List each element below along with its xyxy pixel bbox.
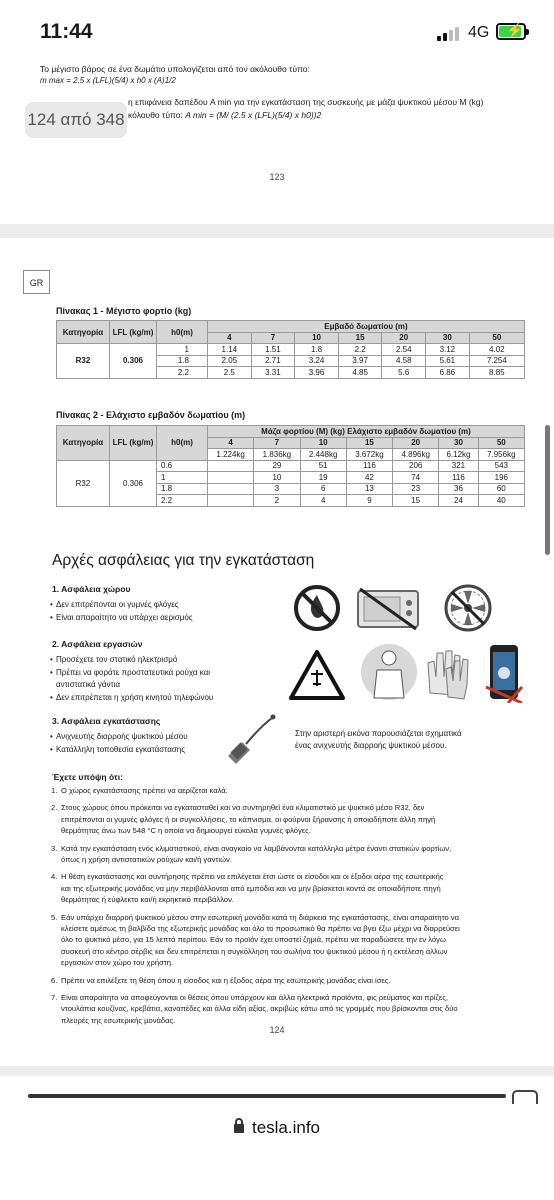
- value-cell: 2.2: [338, 344, 382, 356]
- table2-title: Πίνακας 2 - Ελάχιστο εμβαδόν δωματίου (m): [56, 410, 246, 420]
- value-cell: 9: [346, 495, 392, 507]
- value-cell: 3.24: [295, 355, 339, 367]
- note-number: 3.: [51, 843, 58, 853]
- value-cell: [208, 483, 254, 495]
- col-header: Κατηγορία: [57, 321, 110, 344]
- value-cell: 7.254: [469, 355, 524, 367]
- document-page-123: [0, 64, 554, 224]
- value-cell: 116: [439, 472, 478, 484]
- value-cell: 19: [300, 472, 346, 484]
- page-load-progress: [28, 1094, 506, 1098]
- text-line: Το μέγιστο βάρος σε ένα δωμάτιο υπολογίζεται από τον ακόλουθο τύπο:: [40, 64, 310, 74]
- value-cell: 3.31: [251, 367, 295, 379]
- note-number: 2.: [51, 803, 58, 813]
- value-cell: 4.85: [338, 367, 382, 379]
- value-cell: 2.5: [208, 367, 252, 379]
- col-header: 4: [208, 332, 252, 344]
- value-cell: 3.97: [338, 355, 382, 367]
- value-cell: 74: [393, 472, 439, 484]
- col-header: 50: [469, 332, 524, 344]
- bullet-item: • Προσέχετε τον στατικό ηλεκτρισμό: [56, 655, 177, 664]
- note-item: [51, 912, 523, 969]
- no-oven-icon: [352, 583, 424, 633]
- notes-heading: Έχετε υπόψη ότι:: [52, 772, 123, 782]
- value-cell: 42: [346, 472, 392, 484]
- note-line: Στους χώρους όπου πρόκειται να εγκατασταθεί και να συντηρηθεί ένα κλιματιστικό με ψυκτικό μέσο R32, δεν: [61, 803, 425, 813]
- col-group-header: Μάζα φορτίου (M) (kg) Ελάχιστο εμβαδόν δωματίου (m): [208, 426, 525, 438]
- mass-cell: 6.12kg: [439, 449, 478, 461]
- value-cell: 5.61: [426, 355, 470, 367]
- col-header: Κατηγορία: [57, 426, 110, 461]
- col-header: 7: [254, 437, 300, 449]
- scrollbar-thumb[interactable]: [545, 425, 550, 555]
- note-item: [51, 871, 523, 905]
- table-row: [57, 344, 525, 356]
- network-type: 4G: [468, 24, 490, 41]
- mass-cell: 1.836kg: [254, 449, 300, 461]
- col-header: 30: [439, 437, 478, 449]
- value-cell: 321: [439, 460, 478, 472]
- value-cell: 5.6: [382, 367, 426, 379]
- value-cell: 24: [439, 495, 478, 507]
- col-header: 50: [478, 437, 524, 449]
- h0-cell: 2.2: [157, 367, 208, 379]
- clock: 11:44: [40, 20, 93, 43]
- table1-title: Πίνακας 1 - Μέγιστο φορτίο (kg): [56, 306, 192, 316]
- value-cell: 1.51: [251, 344, 295, 356]
- note-line: Ο χώρος εγκατάστασης πρέπει να αερίζεται καλά.: [61, 786, 228, 795]
- col-header: h0(m): [157, 426, 208, 461]
- page-number: 124: [269, 1025, 285, 1035]
- note-number: 5.: [51, 912, 58, 922]
- subsection-heading: 3. Ασφάλεια εγκατάστασης: [52, 716, 161, 726]
- value-cell: 3: [254, 483, 300, 495]
- ventilation-fan-icon: [438, 583, 498, 633]
- address-bar[interactable]: [0, 1118, 554, 1138]
- note-item: [51, 785, 523, 796]
- bullet-item: • Ανιχνευτής διαρροής ψυκτικού μέσου: [56, 732, 188, 741]
- bullet-item: • Δεν επιτρέπεται η χρήση κινητού τηλεφώνου: [56, 693, 213, 702]
- value-cell: 4: [300, 495, 346, 507]
- value-cell: 15: [393, 495, 439, 507]
- col-header: 20: [382, 332, 426, 344]
- no-flame-icon: [287, 583, 347, 633]
- note-line: κλείσετε αμέσως τη βαλβίδα της εξωτερικής μονάδας και όλο το προσωπικό θα πρέπει να βγει έξω μέχρι να διαρρεύσει: [61, 924, 460, 933]
- leak-detector-icon: [220, 712, 280, 764]
- url-text: tesla.info: [251, 1118, 321, 1137]
- subsection-heading: 1. Ασφάλεια χώρου: [52, 584, 131, 594]
- col-header: 20: [393, 437, 439, 449]
- browser-bar: [0, 1076, 554, 1200]
- note-line: Εάν υπάρχει διαρροή ψυκτικού μέσου στην εσωτερική μονάδα κατά τη διάρκεια της εγκατάστασης, είναι απαραίτητο να: [61, 912, 460, 922]
- h0-cell: 1: [157, 344, 208, 356]
- language-badge: GR: [23, 270, 50, 294]
- h0-cell: 1.8: [157, 355, 208, 367]
- value-cell: 60: [478, 483, 524, 495]
- col-header: 10: [300, 437, 346, 449]
- image-caption: [295, 728, 485, 752]
- value-cell: 23: [393, 483, 439, 495]
- text-fragment: κόλουθο τύπο:: [128, 110, 183, 120]
- text-line: η επιφάνεια δαπέδου A min για την εγκατάσταση της συσκευής με μάζα ψυκτικού μέσου M (kg): [128, 97, 484, 107]
- table1: [56, 320, 525, 379]
- bullet-continuation: αντιστατικά γάντια: [56, 680, 121, 689]
- value-cell: 29: [254, 460, 300, 472]
- col-header: 15: [338, 332, 382, 344]
- value-cell: 116: [346, 460, 392, 472]
- col-header: 30: [426, 332, 470, 344]
- col-group-header: Εμβαδό δωματίου (m): [208, 321, 525, 333]
- bullet-item: • Πρέπει να φοράτε προστατευτικά ρούχα και: [56, 668, 210, 677]
- h0-cell: 1.8: [157, 483, 208, 495]
- value-cell: 4.02: [469, 344, 524, 356]
- note-item: [51, 992, 523, 1026]
- value-cell: 3.96: [295, 367, 339, 379]
- battery-icon: ⚡: [496, 23, 526, 40]
- note-line: όλο το ψυκτικό μέσο, για 15 λεπτά περίπου. Εάν το προϊόν έχει υποστεί ζημιά, πρέπει να παραδώσετε την εν λόγω: [61, 935, 446, 945]
- mass-cell: 2.448kg: [300, 449, 346, 461]
- note-line: εργασιών στον χώρο του χρήστη.: [61, 958, 174, 968]
- lock-icon: [234, 1124, 244, 1133]
- value-cell: 51: [300, 460, 346, 472]
- col-header: 7: [251, 332, 295, 344]
- bullet-item: • Δεν επιτρέπονται οι γυμνές φλόγες: [56, 600, 179, 609]
- bullet-item: • Κατάλληλη τοποθεσία εγκατάστασης: [56, 745, 185, 754]
- col-header: LFL (kg/m): [110, 321, 157, 344]
- value-cell: 2.71: [251, 355, 295, 367]
- value-cell: [208, 472, 254, 484]
- note-line: θερμότητας ή εύφλεκτο και/ή εκρηκτικό περιβάλλον.: [61, 895, 235, 905]
- value-cell: 40: [478, 495, 524, 507]
- formula: A min = (M/ (2.5 x (LFL)(5/4) x h0))2: [185, 110, 322, 120]
- h0-cell: 1: [157, 472, 208, 484]
- note-line: συσκευή στο κέντρο σέρβις και δεν επιτρέπεται η συγκόλληση του σωλήνα του ψυκτικού μέσου ή η εκτέλεση άλλων: [61, 946, 448, 956]
- page-counter: 124 από 348: [25, 102, 127, 138]
- note-line: επιτρέπονται οι γυμνές φλόγες ή οι συγκολλήσεις, το κάπνισμα, οι φούρνοι ξήρανσης ή οποιαδήποτε άλλη πηγή: [61, 814, 436, 824]
- note-line: όπως η χρήση αντιστατικών ρούχων και/ή γαντιών.: [61, 855, 232, 864]
- value-cell: [208, 460, 254, 472]
- note-item: [51, 802, 523, 836]
- value-cell: 206: [393, 460, 439, 472]
- caption-line: ένας ανιχνευτής διαρροής ψυκτικού μέσου.: [295, 741, 447, 750]
- value-cell: 8.85: [469, 367, 524, 379]
- value-cell: 13: [346, 483, 392, 495]
- formula: m max = 2.5 x (LFL)(5/4) x h0 x (A)1/2: [40, 76, 176, 85]
- category-cell: R32: [57, 344, 110, 379]
- table2: [56, 425, 525, 507]
- mass-cell: 3.672kg: [346, 449, 392, 461]
- note-number: 7.: [51, 993, 58, 1002]
- note-number: 1.: [51, 786, 58, 795]
- value-cell: 6.86: [426, 367, 470, 379]
- note-line: και της εξωτερικής μονάδας να μην περιβάλλονται από εμπόδια και να μην βρίσκεται κοντά σε οποιαδήποτε πηγή: [61, 883, 441, 893]
- signal-strength-icon: [437, 27, 461, 41]
- note-item: [51, 843, 523, 866]
- col-header: 10: [295, 332, 339, 344]
- protective-clothing-icon: [358, 640, 420, 704]
- value-cell: 2: [254, 495, 300, 507]
- value-cell: 2.54: [382, 344, 426, 356]
- note-item: [51, 975, 523, 986]
- note-number: 4.: [51, 872, 58, 882]
- antistatic-gloves-icon: [420, 643, 478, 703]
- section-title: Αρχές ασφάλειας για την εγκατάσταση: [52, 552, 315, 569]
- value-cell: [208, 495, 254, 507]
- text-line: [128, 110, 321, 120]
- value-cell: 543: [478, 460, 524, 472]
- col-header: 4: [208, 437, 254, 449]
- page-number: 123: [269, 172, 285, 182]
- category-cell: R32: [57, 460, 110, 506]
- no-mobile-phone-icon: [484, 643, 524, 703]
- value-cell: 196: [478, 472, 524, 484]
- note-line: Είναι απαραίτητο να αποφεύγονται οι θέσεις όπου υπάρχουν και άλλα ηλεκτρικά προϊόντα, φις ρεύματος και πρίζες,: [61, 993, 449, 1002]
- col-header: 15: [346, 437, 392, 449]
- note-line: θερμότητας άνω των 548 °C η οποία να δημιουργεί εύκολα γυμνές φλόγες.: [61, 826, 311, 836]
- mass-cell: 4.896kg: [393, 449, 439, 461]
- static-warning-icon: [287, 648, 347, 703]
- note-line: Κατά την εγκατάσταση ενός κλιματιστικού, είναι αναγκαίο να λαμβάνονται κατάλληλα μέτρα έναντι στατικών φορτίων,: [61, 843, 452, 853]
- note-line: ντουλάπια κουζίνας, κρεβάτια, καναπέδες και άλλα είδη αξίας, ακριβώς κάτω από τις γραμμές που βρίσκονται στις δύο: [61, 1004, 458, 1014]
- tabs-icon[interactable]: [512, 1090, 538, 1104]
- battery-tip: [526, 29, 529, 35]
- mass-cell: 1.224kg: [208, 449, 254, 461]
- col-header: LFL (kg/m): [110, 426, 157, 461]
- value-cell: 10: [254, 472, 300, 484]
- mass-cell: 7.956kg: [478, 449, 524, 461]
- value-cell: 1.14: [208, 344, 252, 356]
- value-cell: 4.58: [382, 355, 426, 367]
- note-line: Η θέση εγκατάστασης και συντήρησης πρέπει να επιλέγεται έτσι ώστε οι είσοδοι και οι έξοδοι αέρα της εσωτερικής: [61, 872, 444, 882]
- value-cell: 6: [300, 483, 346, 495]
- col-header: h0(m): [157, 321, 208, 344]
- value-cell: 36: [439, 483, 478, 495]
- status-bar: [0, 0, 554, 64]
- lfl-cell: 0.306: [110, 460, 157, 506]
- lfl-cell: 0.306: [110, 344, 157, 379]
- h0-cell: 2.2: [157, 495, 208, 507]
- value-cell: 3.12: [426, 344, 470, 356]
- table-row: [57, 460, 525, 472]
- value-cell: 1.8: [295, 344, 339, 356]
- document-page-124: [0, 238, 554, 1066]
- value-cell: 2.05: [208, 355, 252, 367]
- subsection-heading: 2. Ασφάλεια εργασιών: [52, 639, 143, 649]
- caption-line: Στην αριστερή εικόνα παρουσιάζεται σχηματικά: [295, 729, 462, 738]
- h0-cell: 0.6: [157, 460, 208, 472]
- note-number: 6.: [51, 975, 58, 985]
- note-line: Πρέπει να επιλέξετε τη θέση όπου η είσοδος και η έξοδος αέρα της εσωτερικής μονάδας είναι ίσες.: [61, 975, 391, 985]
- note-line: πλευρές της εσωτερικής μονάδας.: [61, 1015, 176, 1025]
- bullet-item: • Είναι απαραίτητο να υπάρχει αερισμός: [56, 613, 193, 622]
